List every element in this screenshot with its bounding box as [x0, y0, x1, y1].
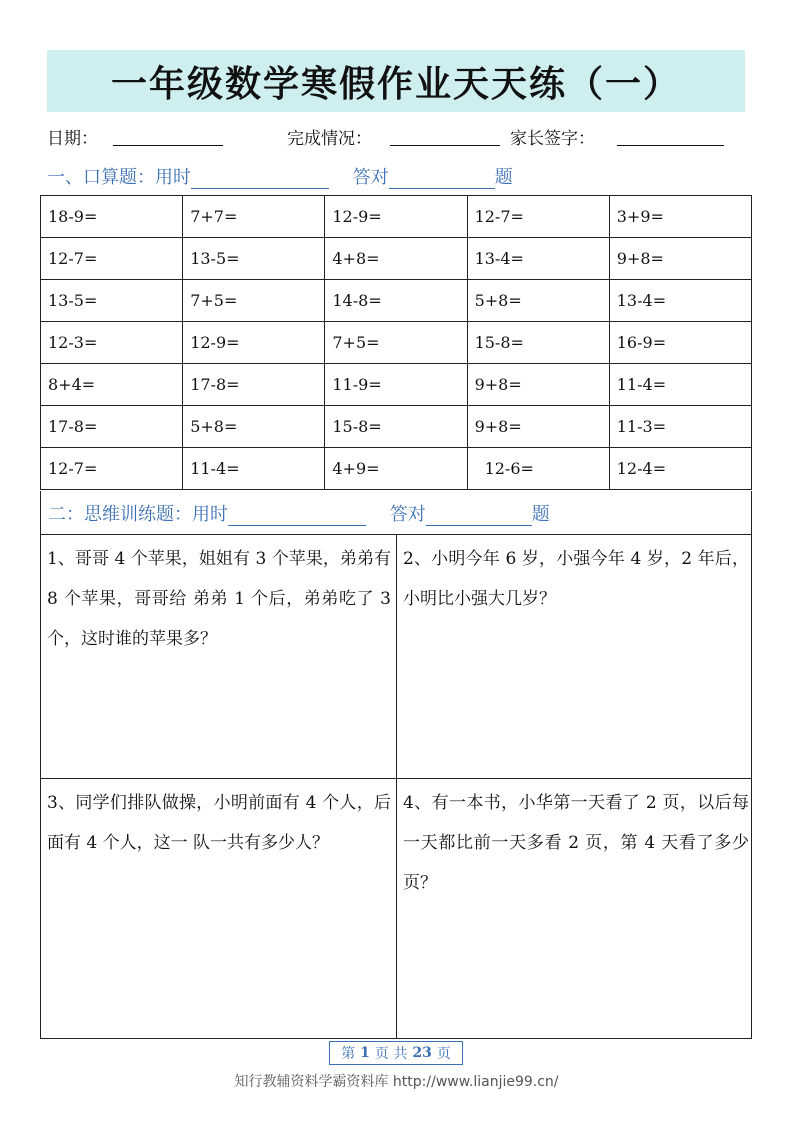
calc-cell: 12-9=: [325, 196, 467, 238]
calc-cell: 12-7=: [41, 448, 183, 490]
calc-row: [41, 196, 752, 238]
calc-row: [41, 448, 752, 490]
section2-correct-label: 答对: [389, 504, 426, 525]
calc-cell: 11-3=: [609, 406, 751, 448]
thinking-header: [40, 491, 752, 534]
correct-blank: [389, 169, 495, 189]
calc-row: [41, 238, 752, 280]
pager-suffix: 页: [436, 1046, 451, 1062]
time-blank: [191, 169, 329, 189]
calc-cell: 13-5=: [41, 280, 183, 322]
calc-cell: 9+8=: [467, 364, 609, 406]
calc-cell: 8+4=: [41, 364, 183, 406]
calc-row: [41, 280, 752, 322]
calc-cell: 13-4=: [467, 238, 609, 280]
calc-cell: 9+8=: [467, 406, 609, 448]
calc-cell: 13-5=: [183, 238, 325, 280]
calc-cell: 5+8=: [467, 280, 609, 322]
calc-cell: 18-9=: [41, 196, 183, 238]
word-problems-grid: [40, 534, 752, 1039]
section1-correct-label: 答对: [352, 167, 389, 188]
calc-cell: 12-7=: [41, 238, 183, 280]
calc-cell: 17-8=: [183, 364, 325, 406]
calc-cell: 4+8=: [325, 238, 467, 280]
calc-cell: 12-9=: [183, 322, 325, 364]
section2-unit: 题: [531, 504, 550, 525]
pager-current: 1: [360, 1045, 370, 1061]
word-problem: 3、同学们排队做操，小明前面有 4 个人，后面有 4 个人，这一 队一共有多少人？: [47, 793, 391, 853]
calc-cell: 7+5=: [183, 280, 325, 322]
correct-blank: [426, 506, 532, 526]
calc-cell: 12-7=: [467, 196, 609, 238]
calc-cell: 9+8=: [609, 238, 751, 280]
section1-unit: 题: [494, 167, 513, 188]
section1-heading: [47, 163, 513, 189]
calc-cell: 11-9=: [325, 364, 467, 406]
calc-cell: 17-8=: [41, 406, 183, 448]
footer-watermark: 知行教辅资料学霸资料库 http://www.lianjie99.cn/: [234, 1074, 559, 1090]
grid-divider: [41, 778, 751, 779]
calc-cell: 4+9=: [325, 448, 467, 490]
calc-row: [41, 406, 752, 448]
calc-cell: 16-9=: [609, 322, 751, 364]
oral-calc-table: [40, 195, 752, 490]
parent-signature-blank: [617, 145, 724, 146]
pager-middle: 页 共: [374, 1046, 408, 1062]
pager-total: 23: [412, 1045, 432, 1061]
calc-cell: 3+9=: [609, 196, 751, 238]
info-row: [47, 122, 747, 148]
calc-cell: 5+8=: [183, 406, 325, 448]
calc-cell: 12-4=: [609, 448, 751, 490]
time-blank: [228, 506, 366, 526]
section2-title: 二：思维训练题：用时: [48, 504, 228, 525]
calc-cell: 15-8=: [325, 406, 467, 448]
date-label: 日期：: [47, 129, 98, 149]
section1-title: 一、口算题：用时: [47, 167, 191, 188]
completion-blank: [390, 145, 500, 146]
calc-cell: 11-4=: [609, 364, 751, 406]
word-problem: 4、有一本书，小华第一天看了 2 页，以后每一天都比前一天多看 2 页，第 4 天看了多少页？: [403, 793, 749, 893]
parent-signature-label: 家长签字：: [510, 129, 595, 149]
page-title: 一年级数学寒假作业天天练（一）: [110, 63, 681, 105]
word-problem: 2、小明今年 6 岁，小强今年 4 岁，2 年后，小明比小强大几岁？: [403, 549, 749, 609]
calc-cell: 7+5=: [325, 322, 467, 364]
pager-prefix: 第: [341, 1046, 356, 1062]
calc-cell: 12-6=: [467, 448, 609, 490]
grid-divider: [396, 535, 397, 1038]
calc-cell: 13-4=: [609, 280, 751, 322]
calc-cell: 12-3=: [41, 322, 183, 364]
date-blank: [113, 145, 223, 146]
calc-row: [41, 364, 752, 406]
word-problem: 1、哥哥 4 个苹果，姐姐有 3 个苹果，弟弟有 8 个苹果，哥哥给 弟弟 1 个后，弟弟吃了 3 个，这时谁的苹果多？: [47, 549, 391, 649]
calc-row: [41, 322, 752, 364]
title-band: [47, 50, 745, 112]
section2-heading: [48, 500, 550, 526]
calc-cell: 15-8=: [467, 322, 609, 364]
calc-cell: 14-8=: [325, 280, 467, 322]
calc-cell: 11-4=: [183, 448, 325, 490]
calc-cell: 7+7=: [183, 196, 325, 238]
page-indicator: [329, 1041, 463, 1065]
completion-label: 完成情况：: [287, 129, 372, 149]
